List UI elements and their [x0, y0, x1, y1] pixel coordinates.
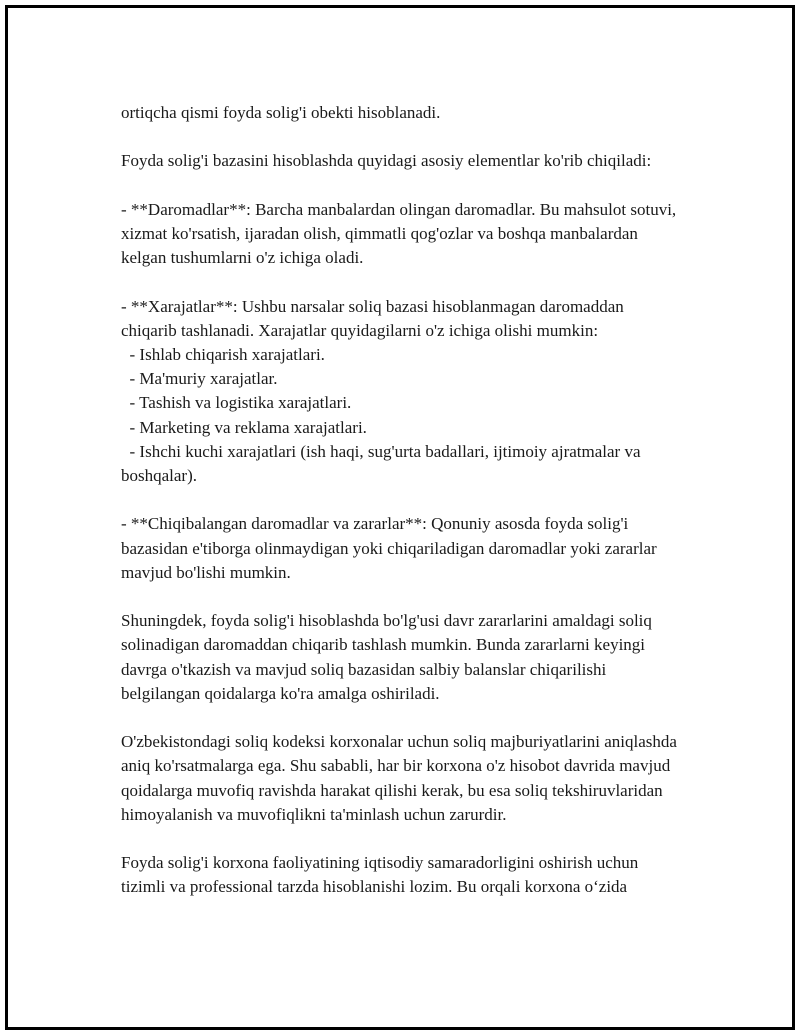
- paragraph-conclusion: Foyda solig'i korxona faoliyatining iqtisodiy samaradorligini oshirish uchun tizimli va professional tarzda hisoblanishi lozim. Bu orqali korxona o‘zida: [121, 853, 643, 897]
- paragraph-loss-carryforward: Shuningdek, foyda solig'i hisoblashda bo'lg'usi davr zararlarini amaldagi soliq solinadigan daromaddan chiqarib tashlash mumkin. Bunda zararlarni keyingi davrga o'tkazish va mavjud soliq bazasidan salbiy balanslar chiqarilishi belgilangan qoidalarga ko'ra amalga oshiriladi.: [121, 611, 657, 703]
- paragraph-revenues: - **Daromadlar**: Barcha manbalardan olingan daromadlar. Bu mahsulot sotuvi, xizmat ko'rsatish, ijaradan olish, qimmatli qog'ozlar va boshqa manbalardan kelgan tushumlarni o'z ichiga oladi.: [121, 199, 681, 268]
- page-frame: [5, 5, 795, 1030]
- list-item: - Marketing va reklama xarajatlari.: [121, 417, 367, 437]
- document-body: [121, 101, 681, 900]
- list-item: - Ma'muriy xarajatlar.: [121, 369, 278, 389]
- list-item: - Ishchi kuchi xarajatlari (ish haqi, sug'urta badallari, ijtimoiy ajratmalar va boshqalar).: [121, 441, 645, 485]
- paragraph-excluded-income: - **Chiqibalangan daromadlar va zararlar**: Qonuniy asosda foyda solig'i bazasidan e'tiborga olinmaydigan yoki chiqariladigan daromadlar yoki zararlar mavjud bo'lishi mumkin.: [121, 514, 661, 582]
- paragraph-base-elements-intro: Foyda solig'i bazasini hisoblashda quyidagi asosiy elementlar ko'rib chiqiladi:: [121, 151, 652, 171]
- expenses-intro: - **Xarajatlar**: Ushbu narsalar soliq bazasi hisoblanmagan daromaddan chiqarib tashlanadi. Xarajatlar quyidagilarni o'z ichiga olishi mumkin:: [121, 296, 629, 340]
- list-item: - Tashish va logistika xarajatlari.: [121, 393, 352, 413]
- expenses-section: [121, 295, 681, 489]
- list-item: - Ishlab chiqarish xarajatlari.: [121, 344, 325, 364]
- paragraph-tax-code: O'zbekistondagi soliq kodeksi korxonalar uchun soliq majburiyatlarini aniqlashda aniq ko'rsatmalarga ega. Shu sababli, har bir korxona o'z hisobot davrida mavjud qoidalarga muvofiq ravishda harakat qilishi kerak, bu esa soliq tekshiruvlaridan himoyalanish va muvofiqlikni ta'minlash uchun zarurdir.: [121, 732, 682, 824]
- paragraph-taxable-object: ortiqcha qismi foyda solig'i obekti hisoblanadi.: [121, 103, 441, 122]
